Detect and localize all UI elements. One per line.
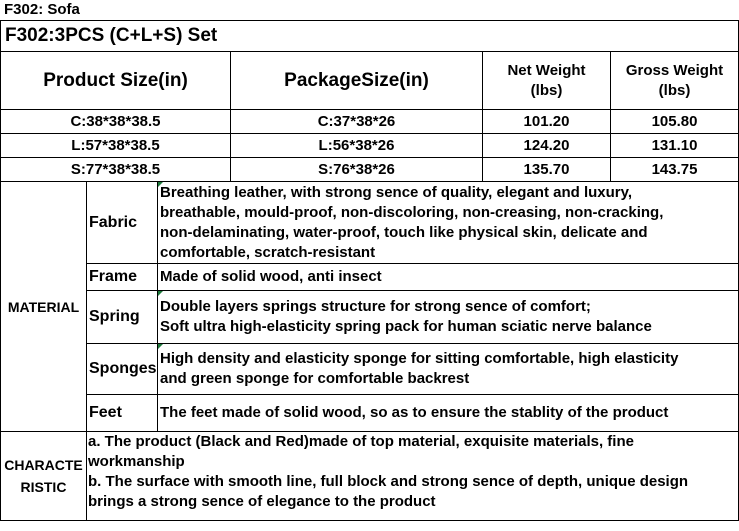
material-desc-sponges xyxy=(158,344,739,395)
desc-line: a. The product (Black and Red)made of top material, exquisite materials, fine xyxy=(88,433,634,450)
spec-table xyxy=(0,20,739,521)
net-weight-cell: 135.70 xyxy=(483,158,611,182)
sheet-title: F302: Sofa xyxy=(4,1,80,18)
gross-weight-cell: 131.10 xyxy=(611,134,739,158)
package-size-cell: S:76*38*26 xyxy=(231,158,483,182)
header-net-weight-unit: (lbs) xyxy=(530,81,563,99)
desc-line: High density and elasticity sponge for sitting comfortable, high elasticity xyxy=(160,350,679,367)
product-size-cell: C:38*38*38.5 xyxy=(1,110,231,134)
material-desc-feet xyxy=(158,395,739,432)
desc-line: and green sponge for comfortable backrest xyxy=(160,370,470,387)
header-gross-weight-unit: (lbs) xyxy=(658,81,691,99)
desc-line: The feet made of solid wood, so as to ensure the stablity of the product xyxy=(160,404,669,421)
header-package-size: PackageSize(in) xyxy=(231,52,483,110)
header-row xyxy=(1,52,739,110)
desc-line: comfortable, scratch-resistant xyxy=(160,243,376,261)
characteristic-desc xyxy=(87,432,739,521)
material-row-fabric xyxy=(1,182,739,264)
material-desc-spring xyxy=(158,291,739,344)
table-row xyxy=(1,110,739,134)
material-row-frame xyxy=(1,264,739,291)
material-row-sponges xyxy=(1,344,739,395)
desc-line: Double layers springs structure for strong sence of comfort; xyxy=(160,298,591,315)
package-size-cell: C:37*38*26 xyxy=(231,110,483,134)
header-product-size: Product Size(in) xyxy=(1,52,231,110)
desc-line: non-delaminating, water-proof, touch like physical skin, delicate and xyxy=(160,223,648,241)
package-size-cell: L:56*38*26 xyxy=(231,134,483,158)
header-net-weight xyxy=(483,52,611,110)
table-row xyxy=(1,134,739,158)
characteristic-label-line2: RISTIC xyxy=(20,479,67,495)
gross-weight-cell: 105.80 xyxy=(611,110,739,134)
set-title-row xyxy=(1,21,739,52)
desc-line: workmanship xyxy=(88,453,185,470)
header-net-weight-label: Net Weight xyxy=(507,61,586,79)
net-weight-cell: 101.20 xyxy=(483,110,611,134)
product-size-cell: L:57*38*38.5 xyxy=(1,134,231,158)
header-gross-weight xyxy=(611,52,739,110)
table-row xyxy=(1,158,739,182)
material-desc-fabric xyxy=(158,182,739,264)
desc-line: Soft ultra high-elasticity spring pack for human sciatic nerve balance xyxy=(160,318,652,335)
header-gross-weight-label: Gross Weight xyxy=(625,61,724,79)
material-name-spring: Spring xyxy=(87,291,158,344)
desc-line: Made of solid wood, anti insect xyxy=(160,268,382,285)
desc-line: breathable, mould-proof, non-discoloring, non-creasing, non-cracking, xyxy=(160,203,664,221)
material-row-feet xyxy=(1,395,739,432)
characteristic-label-line1: CHARACTE xyxy=(4,457,83,473)
desc-line: Breathing leather, with strong sence of quality, elegant and luxury, xyxy=(160,183,633,201)
material-desc-frame xyxy=(158,264,739,291)
characteristic-label xyxy=(1,432,87,521)
material-name-fabric: Fabric xyxy=(87,182,158,264)
material-name-frame: Frame xyxy=(87,264,158,291)
product-size-cell: S:77*38*38.5 xyxy=(1,158,231,182)
desc-line: b. The surface with smooth line, full block and strong sence of depth, unique design xyxy=(88,473,689,490)
characteristic-row xyxy=(1,432,739,521)
net-weight-cell: 124.20 xyxy=(483,134,611,158)
material-label: MATERIAL xyxy=(1,182,87,432)
material-row-spring xyxy=(1,291,739,344)
set-title: F302:3PCS (C+L+S) Set xyxy=(1,21,739,52)
desc-line: brings a strong sence of elegance to the product xyxy=(88,493,436,510)
material-name-feet: Feet xyxy=(87,395,158,432)
material-name-sponges: Sponges xyxy=(87,344,158,395)
gross-weight-cell: 143.75 xyxy=(611,158,739,182)
